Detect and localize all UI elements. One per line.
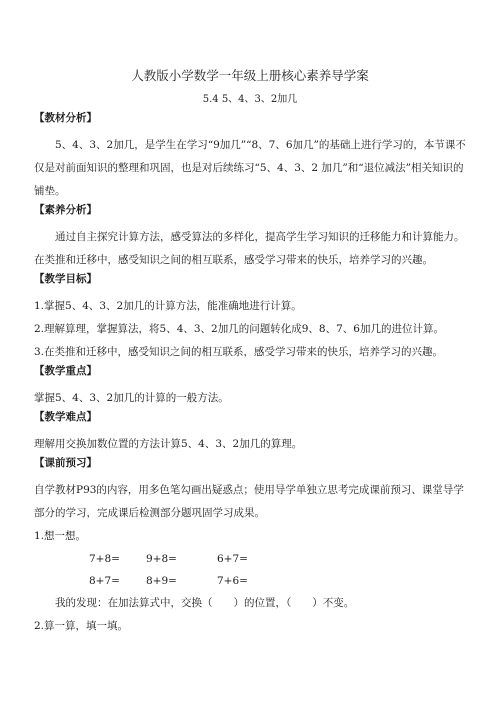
math-expression: 9+8=	[146, 553, 177, 565]
lesson-subtitle: 5.4 5、4、3、2加几	[202, 94, 298, 105]
goal-item: 3.在类推和迁移中，感受知识之间的相互联系，感受学习带来的快乐，培养学习的兴趣。	[34, 346, 444, 358]
literacy-text: 通过自主探究计算方法，感受算法的多样化，提高学生学习知识的迁移能力和计算能力。在类推和迁移中，感受知识之间的相互联系，感受学习带来的快乐，培养学习的兴趣。	[34, 231, 465, 266]
section-heading-preview: 【课前预习】	[34, 457, 97, 469]
goal-item: 1.掌握5、4、3、2加几的计算方法，能准确地进行计算。	[34, 300, 302, 312]
question-1: 1.想一想。	[34, 530, 87, 542]
math-expression: 7+6=	[217, 575, 248, 587]
focus-text: 掌握5、4、3、2加几的计算的一般方法。	[34, 392, 229, 404]
difficulty-text: 理解用交换加数位置的方法计算5、4、3、2加几的算理。	[34, 438, 303, 450]
section-heading-focus: 【教学重点】	[34, 365, 97, 377]
math-expression: 6+7=	[217, 553, 248, 565]
preview-text: 自学教材P93的内容，用多色笔勾画出疑惑点；使用导学单独立思考完成课前预习、课堂导学部分的学习，完成课后检测部分题巩固学习成果。	[34, 484, 464, 519]
question-2: 2.算一算，填一填。	[34, 620, 129, 632]
document-body	[34, 111, 468, 638]
document-title: 人教版小学数学一年级上册核心素养导学案	[131, 68, 369, 83]
discovery-sentence: 我的发现：在加法算式中，交换（ ）的位置，（ ）不变。	[55, 597, 355, 609]
math-row	[34, 548, 468, 570]
section-heading-analysis: 【教材分析】	[34, 112, 97, 124]
math-expression: 7+8=	[89, 553, 120, 565]
section-heading-difficulty: 【教学难点】	[34, 411, 97, 423]
math-expression: 8+9=	[146, 575, 177, 587]
section-heading-goals: 【教学目标】	[34, 273, 97, 285]
section-heading-literacy: 【素养分析】	[34, 204, 97, 216]
math-row	[34, 570, 468, 592]
goal-item: 2.理解算理，掌握算法，将5、4、3、2加几的问题转化成9、8、7、6加几的进位计算。	[34, 323, 444, 335]
analysis-text: 5、4、3、2加几，是学生在学习“9加几”“8、7、6加几”的基础上进行学习的，本节课不仅是对前面知识的整理和巩固，也是对后续练习“5、4、3、2 加几”和“退位减法”相关知识的铺垫。	[34, 139, 466, 197]
math-expression: 8+7=	[89, 575, 120, 587]
